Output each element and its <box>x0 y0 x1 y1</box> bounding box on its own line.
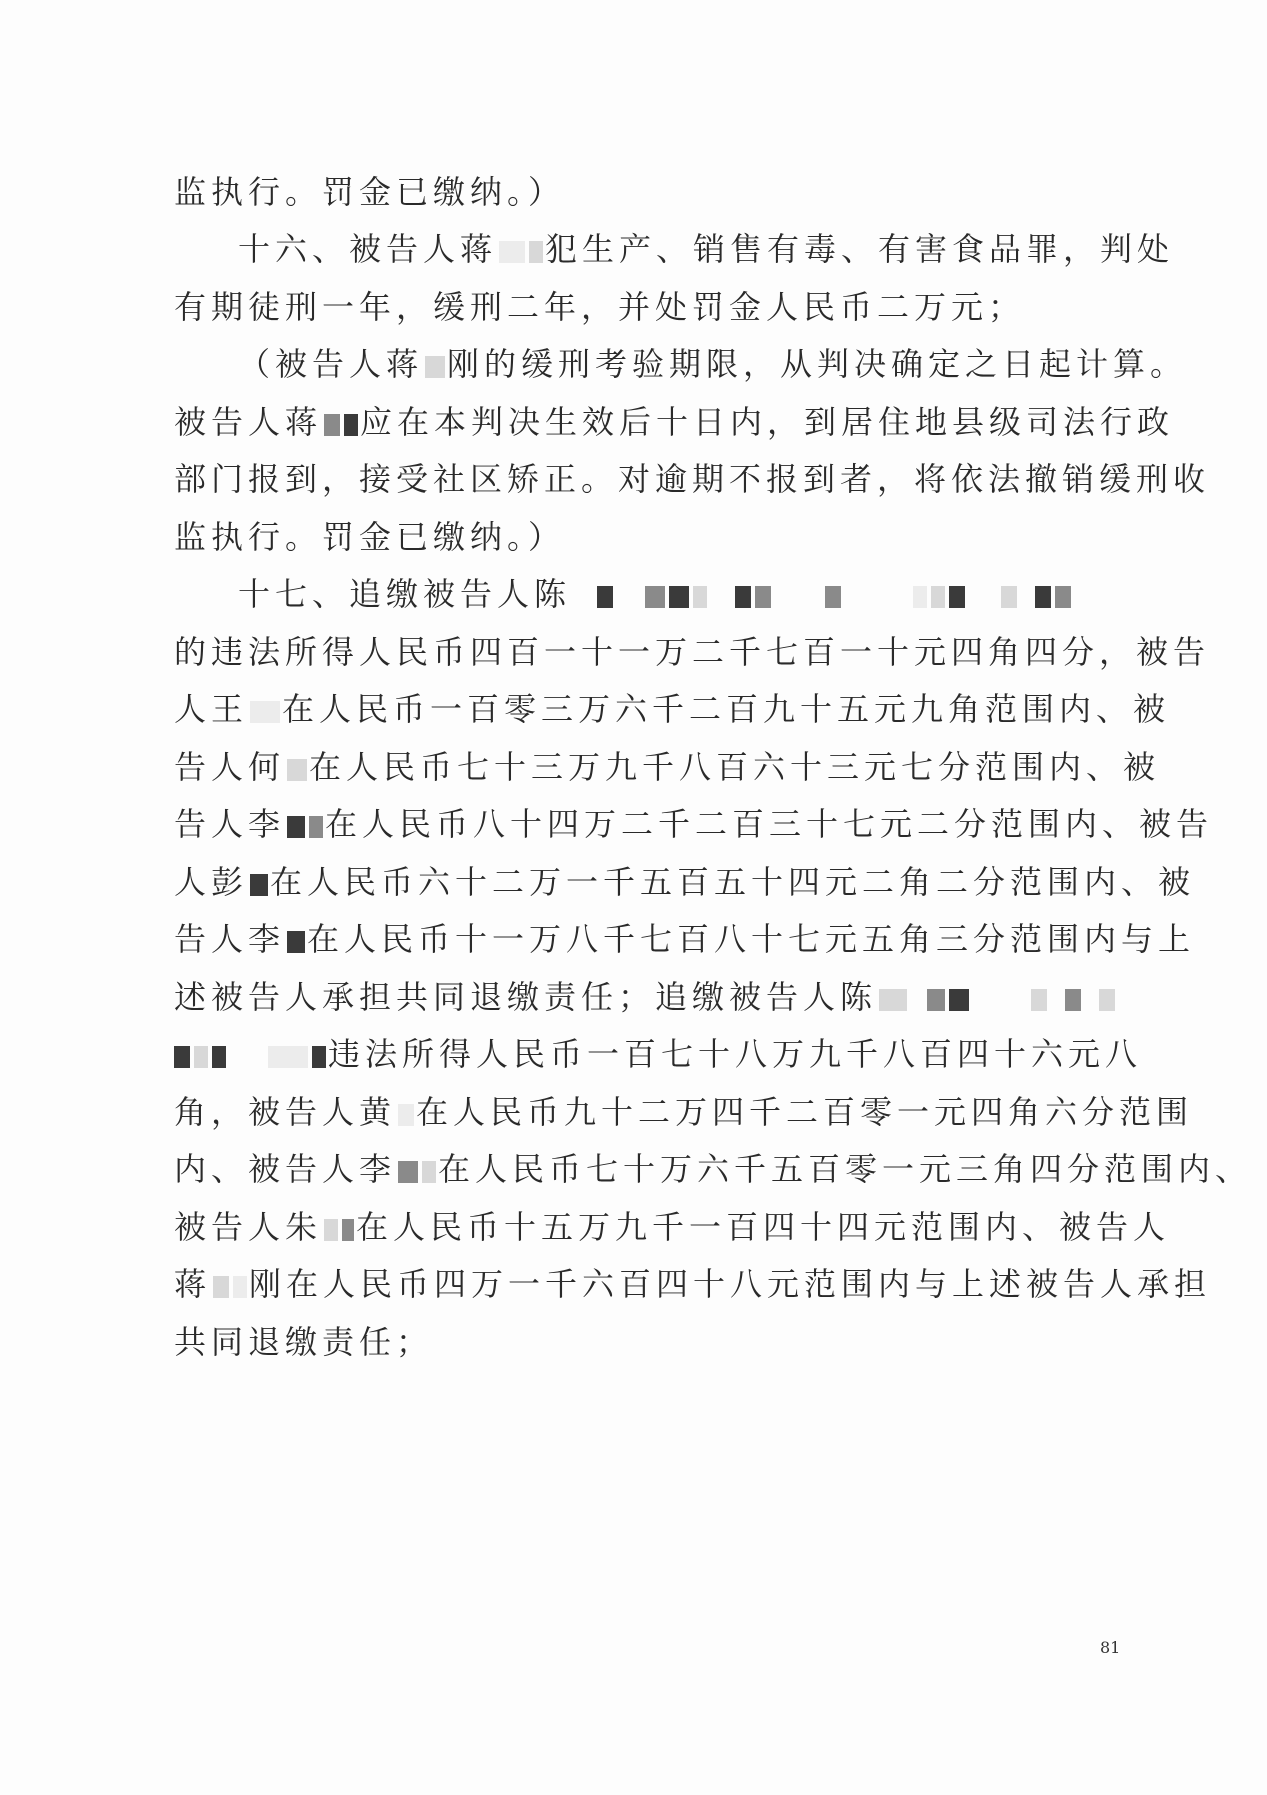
paragraph-line: 述被告人承担共同退缴责任；追缴被告人陈 <box>174 977 1117 1017</box>
redaction-block <box>597 586 613 608</box>
redaction-block <box>324 1219 338 1241</box>
redaction-block <box>669 586 689 608</box>
redaction-block <box>425 356 445 378</box>
redaction-block <box>1099 989 1115 1011</box>
redaction-block <box>213 1276 229 1298</box>
redaction-block <box>1001 586 1017 608</box>
redaction-block <box>1031 989 1047 1011</box>
redaction-block <box>324 414 340 436</box>
redaction-block <box>927 989 945 1011</box>
redaction-block <box>287 759 307 781</box>
paragraph-line: 十六、被告人蒋 犯生产、销售有毒、有害食品罪，判处 <box>238 230 1175 268</box>
paragraph-line: 的违法所得人民币四百一十一万二千七百一十元四角四分，被告 <box>174 633 1211 671</box>
redaction-block <box>268 1046 308 1068</box>
paragraph-line: 告人何 在人民币七十三万九千八百六十三元七分范围内、被 <box>174 748 1161 786</box>
paragraph-line: 告人李 在人民币八十四万二千二百三十七元二分范围内、被告 <box>174 805 1214 843</box>
paragraph-line: 蒋 刚在人民币四万一千六百四十八元范围内与上述被告人承担 <box>174 1265 1212 1303</box>
redaction-block <box>250 701 280 723</box>
redaction-block <box>250 874 268 896</box>
redaction-block <box>913 586 927 608</box>
paragraph-line: 被告人朱 在人民币十五万九千一百四十四元范围内、被告人 <box>174 1208 1171 1246</box>
redaction-block <box>645 586 665 608</box>
redaction-block <box>398 1104 414 1126</box>
redaction-block <box>879 989 907 1011</box>
paragraph-line: 被告人蒋 应在本判决生效后十日内，到居住地县级司法行政 <box>174 403 1175 441</box>
redaction-block <box>287 816 305 838</box>
redaction-block <box>949 989 969 1011</box>
redaction-block <box>1065 989 1081 1011</box>
paragraph-line: （被告人蒋 刚的缓刑考验期限，从判决确定之日起计算。 <box>238 345 1188 383</box>
redaction-block <box>287 931 305 953</box>
page-number: 81 <box>1100 1638 1121 1657</box>
redaction-block <box>174 1046 190 1068</box>
redaction-block <box>735 586 751 608</box>
redaction-block <box>233 1276 247 1298</box>
paragraph-line: 监执行。罚金已缴纳。） <box>174 518 566 556</box>
redaction-block <box>342 1219 354 1241</box>
paragraph-line: 监执行。罚金已缴纳。） <box>174 173 566 211</box>
redaction-block <box>312 1046 326 1068</box>
redaction-block <box>529 241 543 263</box>
redaction-block <box>825 586 841 608</box>
redaction-block <box>1055 586 1071 608</box>
redaction-block <box>949 586 965 608</box>
redaction-block <box>344 414 358 436</box>
paragraph-line: 有期徒刑一年，缓刑二年，并处罚金人民币二万元； <box>174 288 1026 326</box>
redaction-block <box>398 1161 418 1183</box>
paragraph-line: 人彭 在人民币六十二万一千五百五十四元二角二分范围内、被 <box>174 863 1196 901</box>
paragraph-line: 人王 在人民币一百零三万六千二百九十五元九角范围内、被 <box>174 690 1171 728</box>
paragraph-line: 违法所得人民币一百七十八万九千八百四十六元八 <box>174 1034 1142 1074</box>
redaction-block <box>693 586 707 608</box>
redaction-block <box>499 241 525 263</box>
paragraph-line: 内、被告人李 在人民币七十万六千五百零一元三角四分范围内、 <box>174 1150 1253 1188</box>
redaction-block <box>1035 586 1051 608</box>
paragraph-line: 十七、追缴被告人陈 <box>238 574 1073 614</box>
paragraph-line: 告人李 在人民币十一万八千七百八十七元五角三分范围内与上 <box>174 920 1196 958</box>
redaction-block <box>212 1046 226 1068</box>
redaction-block <box>755 586 771 608</box>
paragraph-line: 部门报到，接受社区矫正。对逾期不报到者，将依法撤销缓刑收 <box>174 460 1211 498</box>
redaction-block <box>309 816 323 838</box>
redaction-block <box>931 586 945 608</box>
paragraph-line: 共同退缴责任； <box>174 1323 434 1361</box>
paragraph-line: 角，被告人黄 在人民币九十二万四千二百零一元四角六分范围 <box>174 1093 1194 1131</box>
redaction-block <box>194 1046 208 1068</box>
redaction-block <box>422 1161 436 1183</box>
